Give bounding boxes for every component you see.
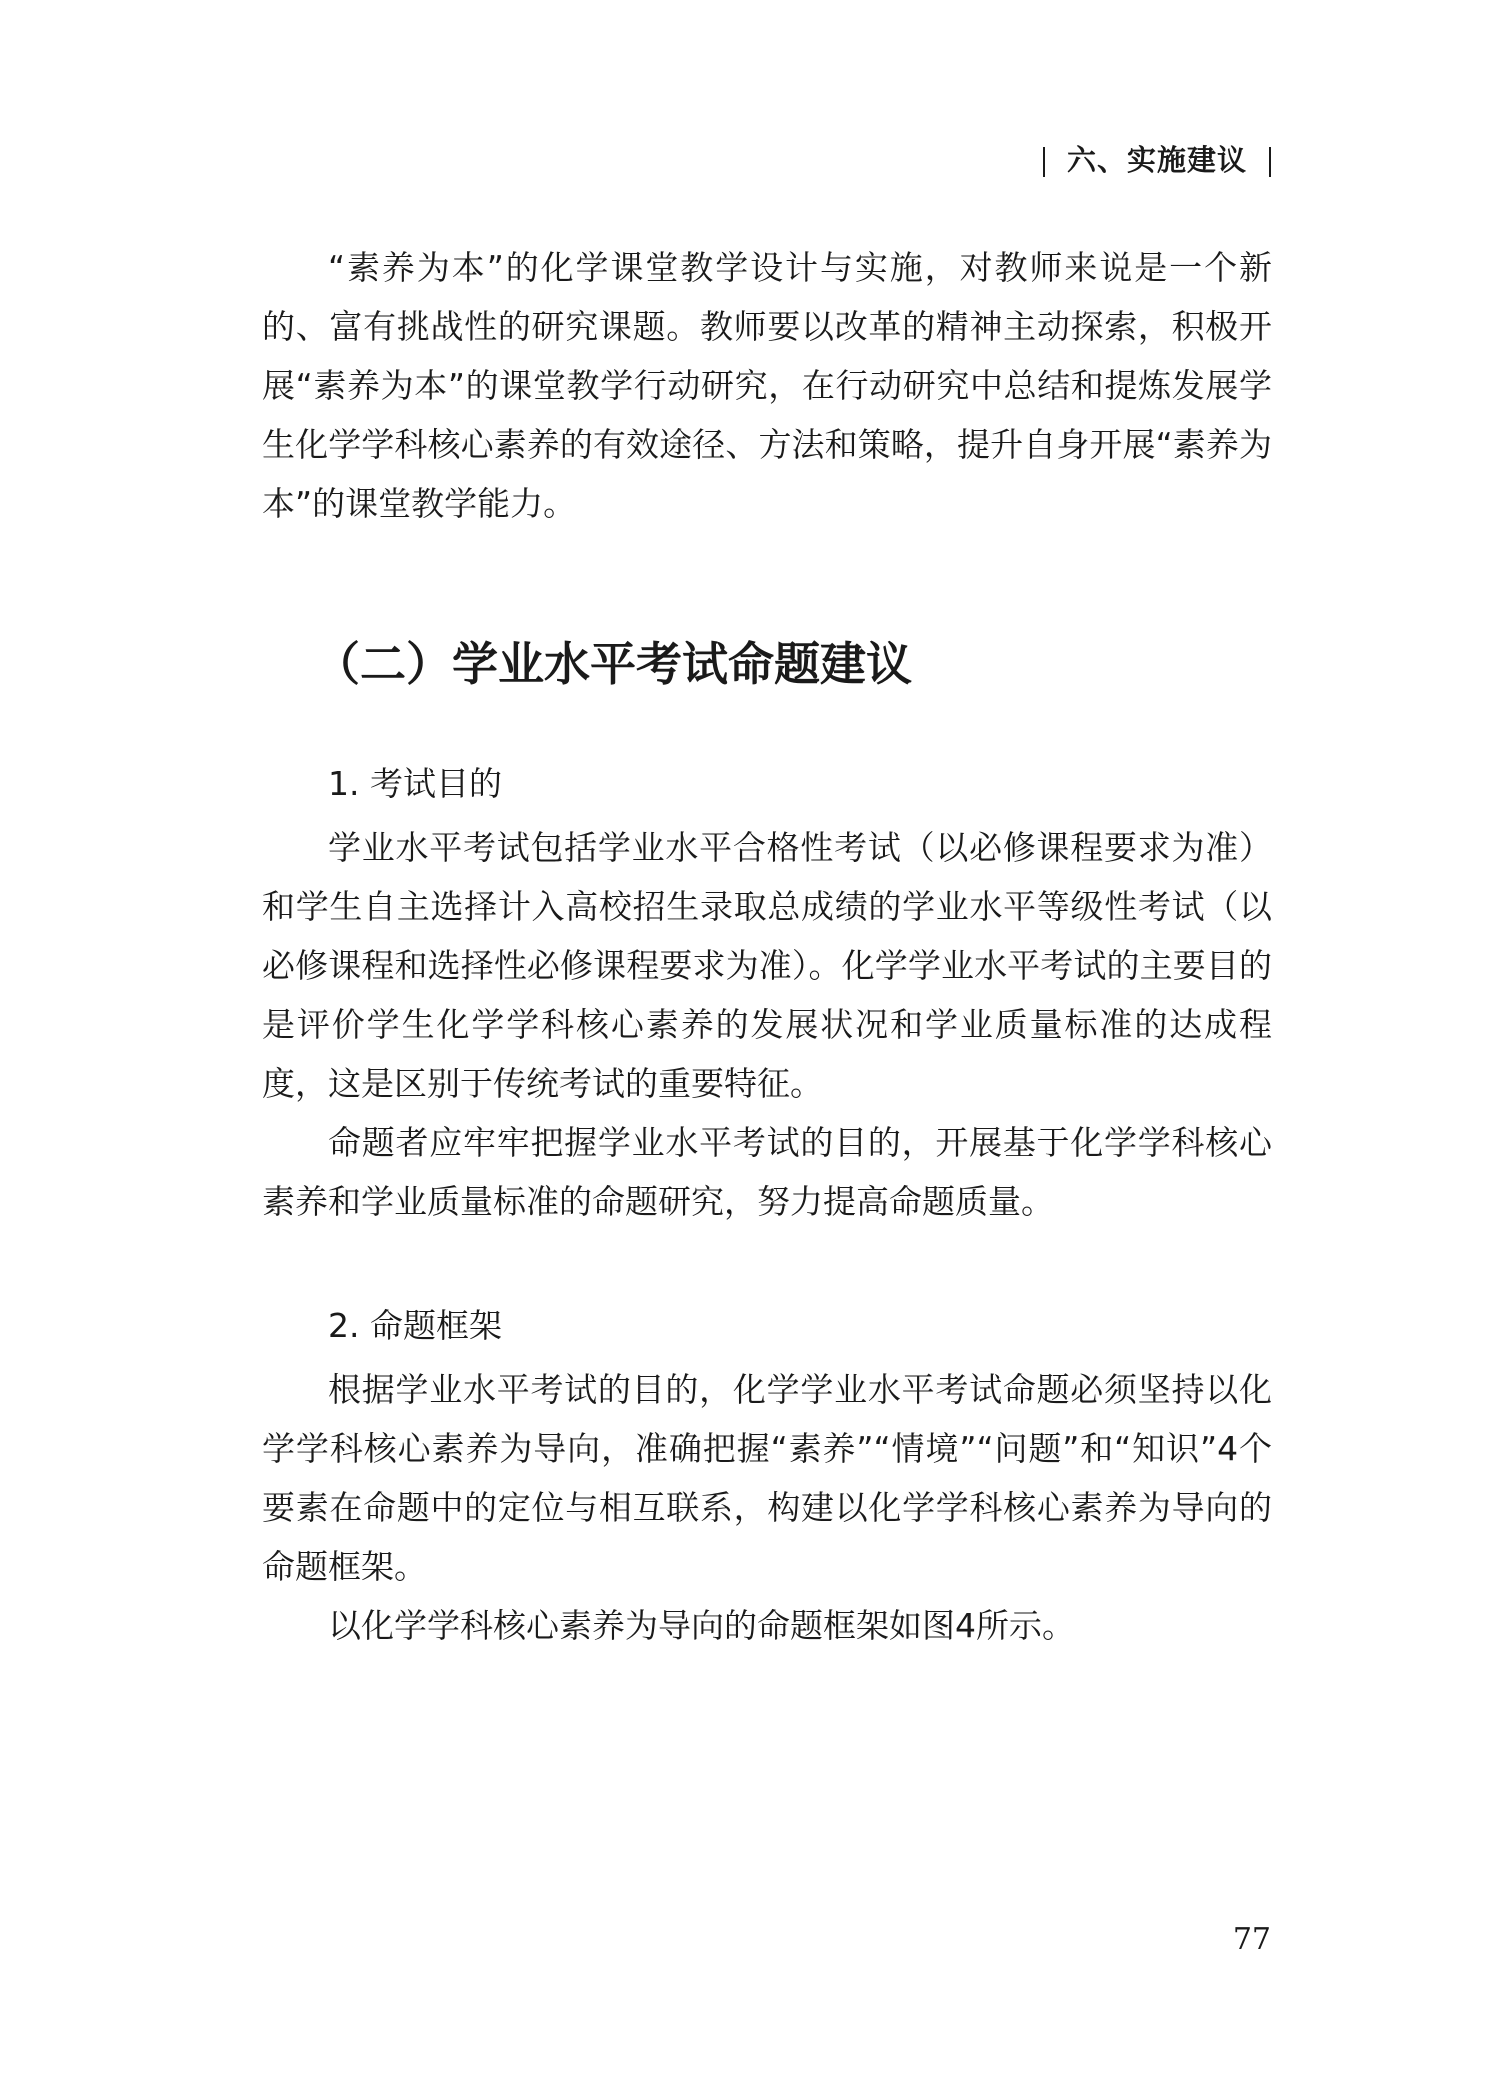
- subsection-heading-purpose: 1. 考试目的: [328, 764, 502, 803]
- purpose-paragraph-2: 命题者应牢牢把握学业水平考试的目的，开展基于化学学科核心素养和学业质量标准的命题研究，努力提高命题质量。: [262, 1123, 1272, 1221]
- subsection-heading-framework: 2. 命题框架: [328, 1306, 502, 1345]
- running-header: [1021, 138, 1271, 182]
- running-title: 六、实施建议: [1066, 143, 1247, 177]
- header-divider-left: [1043, 147, 1045, 177]
- purpose-paragraph-1: 学业水平考试包括学业水平合格性考试（以必修课程要求为准）和学生自主选择计入高校招生录取总成绩的学业水平等级性考试（以必修课程和选择性必修课程要求为准）。化学学业水平考试的主要目的是评价学生化学学科核心素养的发展状况和学业质量标准的达成程度，这是区别于传统考试的重要特征。: [262, 828, 1272, 1103]
- framework-paragraph-2: 以化学学科核心素养为导向的命题框架如图4所示。: [328, 1606, 1075, 1645]
- framework-block: [262, 1360, 1272, 1655]
- page-number: 77: [1232, 1922, 1271, 1957]
- purpose-block: [262, 818, 1272, 1231]
- header-divider-right: [1269, 147, 1271, 177]
- framework-paragraph-1: 根据学业水平考试的目的，化学学业水平考试命题必须坚持以化学学科核心素养为导向，准确把握“素养”“情境”“问题”和“知识”4个要素在命题中的定位与相互联系，构建以化学学科核心素养为导向的命题框架。: [262, 1370, 1272, 1586]
- intro-block: [262, 238, 1272, 533]
- section-heading: （二）学业水平考试命题建议: [314, 637, 912, 691]
- intro-paragraph: “素养为本”的化学课堂教学设计与实施，对教师来说是一个新的、富有挑战性的研究课题。教师要以改革的精神主动探索，积极开展“素养为本”的课堂教学行动研究，在行动研究中总结和提炼发展学生化学学科核心素养的有效途径、方法和策略，提升自身开展“素养为本”的课堂教学能力。: [262, 248, 1272, 523]
